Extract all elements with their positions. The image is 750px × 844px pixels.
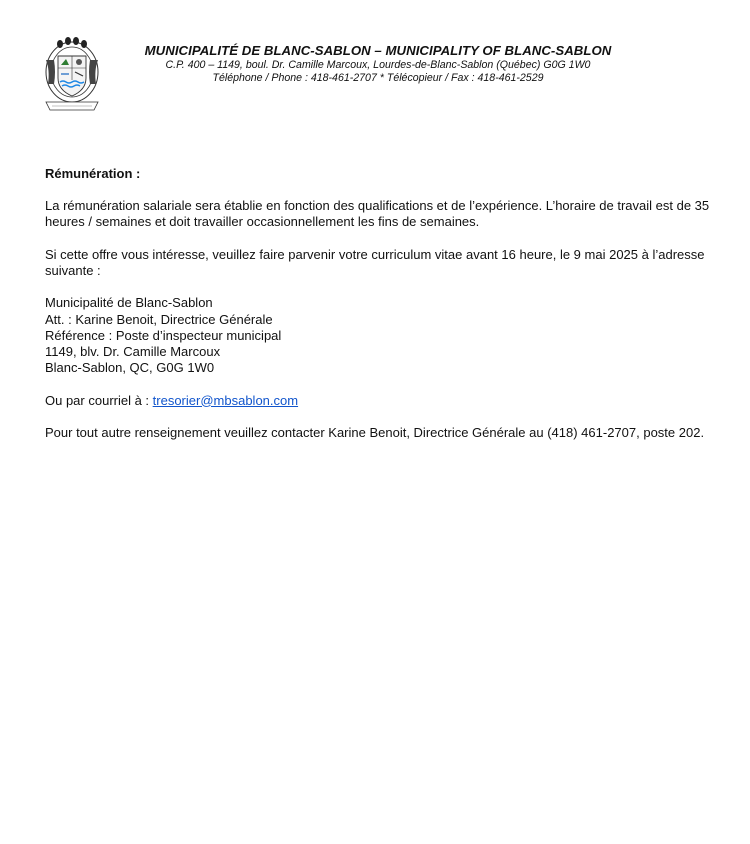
address-line: Att. : Karine Benoit, Directrice Générale [45, 311, 273, 327]
municipality-address: C.P. 400 – 1149, boul. Dr. Camille Marcoux, Lourdes-de-Blanc-Sablon (Québec) G0G 1W0 [165, 59, 591, 71]
municipality-title: MUNICIPALITÉ DE BLANC-SABLON – MUNICIPALITY OF BLANC-SABLON [144, 43, 612, 58]
address-line: 1149, blv. Dr. Camille Marcoux [45, 344, 221, 359]
section-title-remuneration: Rémunération : [45, 166, 141, 181]
paragraph-email [45, 393, 710, 409]
municipality-phone-fax: Téléphone / Phone : 418-461-2707 * Télécopieur / Fax : 418-461-2529 [212, 72, 544, 84]
email-prefix: Ou par courriel à : [45, 392, 153, 408]
paragraph-contact: Pour tout autre renseignement veuillez contacter Karine Benoit, Directrice Générale au (418) 461-2707, poste 202. [45, 424, 705, 440]
mailing-address-block [45, 295, 710, 376]
paragraph-salary: La rémunération salariale sera établie en fonction des qualifications et de l’expérience. L’horaire de travail est de 35 heures / semaines et doit travailler occasionnellement les fins de semaines. [45, 198, 710, 230]
municipal-coat-of-arms-logo [38, 34, 106, 118]
address-line: Blanc-Sablon, QC, G0G 1W0 [45, 360, 215, 376]
letterhead [118, 43, 638, 85]
paragraph-offer: Si cette offre vous intéresse, veuillez faire parvenir votre curriculum vitae avant 16 heure, le 9 mai 2025 à l’adresse suivante : [45, 246, 705, 278]
address-line: Référence : Poste d’inspecteur municipal [45, 327, 282, 343]
email-link[interactable]: tresorier@mbsablon.com [152, 392, 299, 408]
address-line: Municipalité de Blanc-Sablon [45, 295, 213, 311]
document-body [45, 166, 710, 457]
